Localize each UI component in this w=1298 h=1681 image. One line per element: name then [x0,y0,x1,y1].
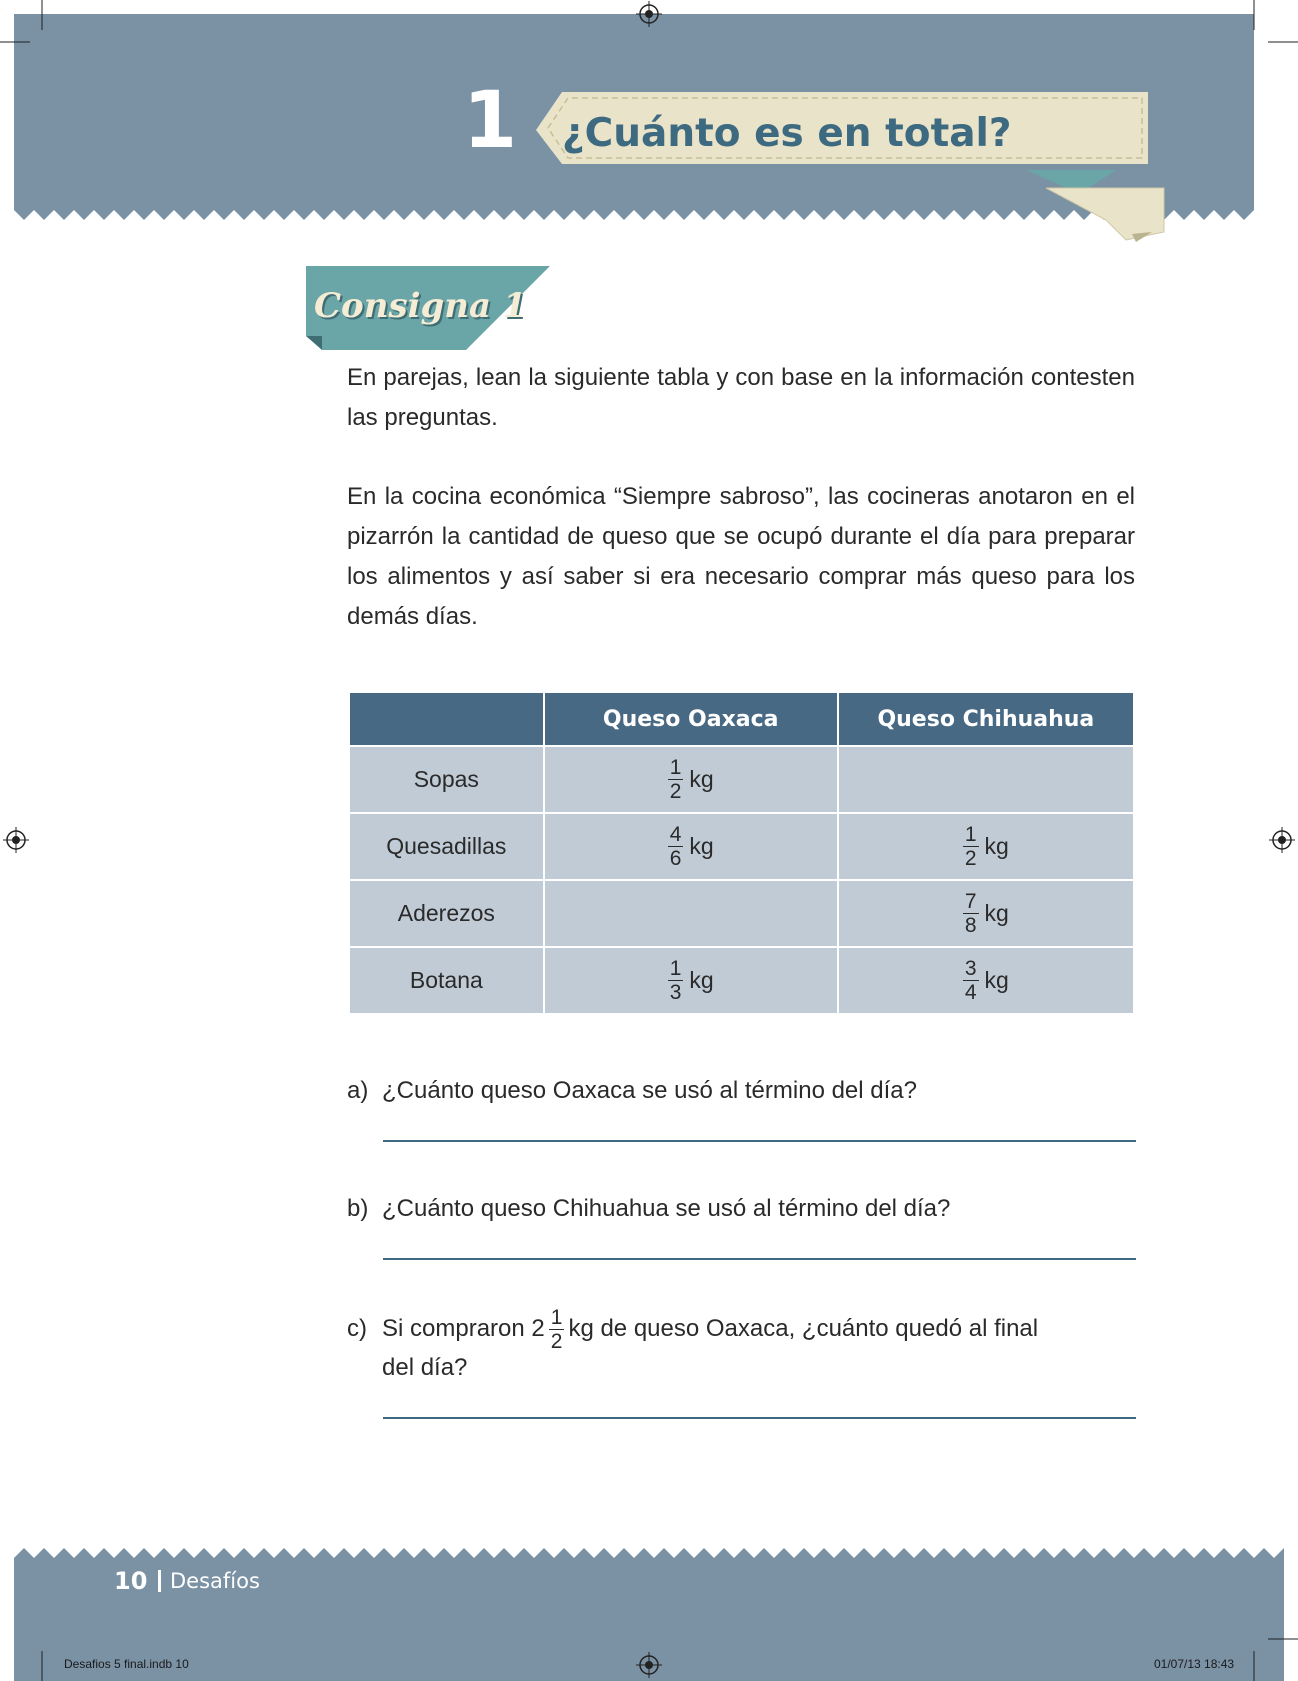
fraction [668,756,684,803]
table-header-row [349,692,1134,746]
footer-separator [158,1570,161,1592]
ribbon-fold-tail [1046,188,1164,240]
cell-chihuahua [838,880,1134,947]
question-c-fraction [549,1306,565,1353]
unit-label: kg [689,766,714,792]
fraction-numerator: 1 [964,823,977,846]
fraction-denominator: 6 [669,847,682,870]
question-c-frac-den: 2 [550,1330,563,1353]
question-b-letter: b) [347,1195,369,1222]
consigna-tag-fold [306,336,322,350]
cell-chihuahua [838,947,1134,1014]
section-name: Desafíos [170,1569,260,1593]
cell-oaxaca [544,880,838,947]
question-a-text: ¿Cuánto queso Oaxaca se usó al término del día? [382,1077,917,1104]
unit-label: kg [984,967,1009,993]
header-empty-cell [349,692,544,746]
chapter-number: 1 [462,76,518,166]
unit-label: kg [984,900,1009,926]
fraction-denominator: 3 [669,981,682,1004]
question-c-after: kg de queso Oaxaca, ¿cuánto quedó al final [568,1314,1039,1342]
row-label: Sopas [349,746,544,813]
question-c [347,1306,1137,1353]
print-date-slug: 01/07/13 18:43 [1154,1657,1235,1671]
fraction [963,890,979,937]
fraction [963,823,979,870]
question-c-line2: del día? [382,1354,468,1381]
table-row [349,746,1134,813]
row-label: Quesadillas [349,813,544,880]
cell-chihuahua [838,746,1134,813]
consigna-label: Consigna 1 [314,286,527,326]
cell-oaxaca [544,947,838,1014]
question-c-frac-num: 1 [550,1306,563,1329]
cell-chihuahua [838,813,1134,880]
cell-oaxaca [544,746,838,813]
question-b [347,1189,1137,1229]
fraction [963,957,979,1004]
registration-mark-right [1269,827,1295,853]
question-a-letter: a) [347,1077,369,1104]
question-b-text: ¿Cuánto queso Chihuahua se usó al término del día? [382,1195,951,1222]
chapter-title: ¿Cuánto es en total? [562,111,1012,156]
unit-label: kg [984,833,1009,859]
fraction-numerator: 3 [964,957,977,980]
cell-oaxaca [544,813,838,880]
question-c-before: Si compraron 2 [382,1314,545,1342]
table-row [349,880,1134,947]
story-paragraph: En la cocina económica “Siempre sabroso”, las cocineras anotaron en el pizarrón la cantidad de queso que se ocupó durante el día para preparar los alimentos y así saber si era necesario comprar más queso para los demás días. [347,483,1135,630]
header-queso-oaxaca: Queso Oaxaca [544,692,838,746]
question-c-letter: c) [347,1314,367,1342]
row-label: Aderezos [349,880,544,947]
answer-line-a[interactable] [383,1140,1136,1142]
fraction-numerator: 1 [669,957,682,980]
fraction [668,823,684,870]
header-queso-chihuahua: Queso Chihuahua [838,692,1134,746]
instruction-paragraph: En parejas, lean la siguiente tabla y con base en la información contesten las preguntas. [347,364,1135,431]
registration-mark-left [3,827,29,853]
cheese-table [348,691,1135,1015]
print-file-slug: Desafios 5 final.indb 10 [64,1657,189,1671]
fraction-numerator: 4 [669,823,682,846]
page-number: 10 [114,1567,148,1595]
fraction-denominator: 2 [669,780,682,803]
unit-label: kg [689,833,714,859]
question-a [347,1071,1137,1111]
table-row [349,947,1134,1014]
row-label: Botana [349,947,544,1014]
answer-line-b[interactable] [383,1258,1136,1260]
unit-label: kg [689,967,714,993]
fraction-denominator: 8 [964,914,977,937]
fraction-numerator: 7 [964,890,977,913]
fraction-denominator: 2 [964,847,977,870]
table-row [349,813,1134,880]
fraction-denominator: 4 [964,981,977,1004]
fraction [668,957,684,1004]
fraction-numerator: 1 [669,756,682,779]
answer-line-c[interactable] [383,1417,1136,1419]
